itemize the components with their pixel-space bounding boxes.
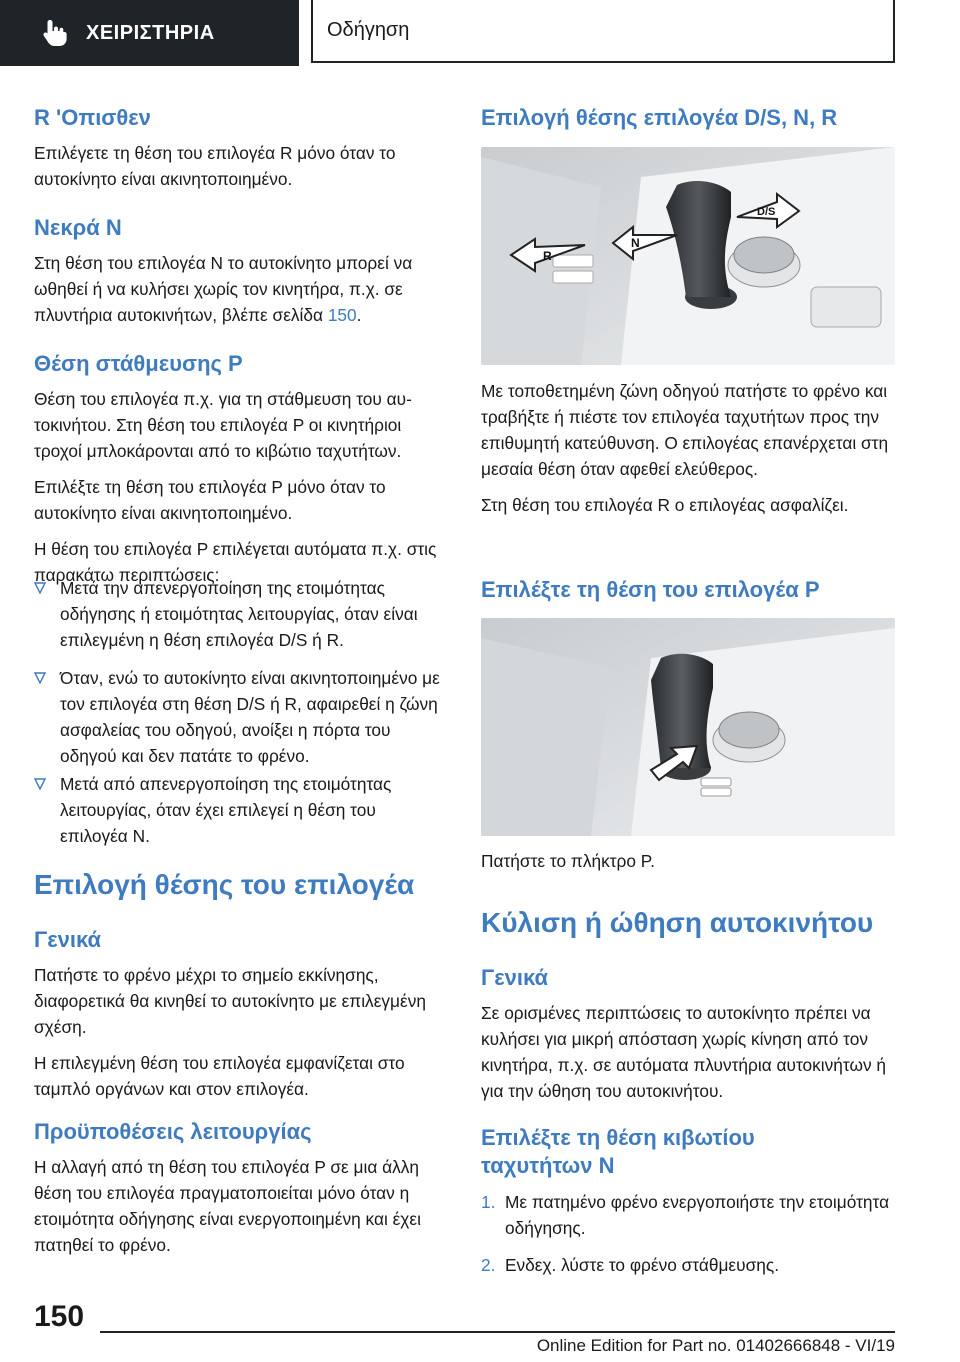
list-item: Μετά από απενεργοποίηση της ετοιμότητας λειτουργίας, όταν έχει επιλεγεί η θέση του επιλογέα N. [34,771,446,849]
reverse-heading: R 'Οπισθεν [34,105,151,130]
park-button-illustration [481,618,895,836]
page-link[interactable]: 150 [327,304,357,325]
gear-selector-illustration [481,147,895,365]
roll-general [481,964,895,1104]
triangle-bullet-icon [34,778,46,790]
dsnr-text-2: Στη θέση του επιλογέα R ο επιλογέας ασφαλίζει. [481,495,849,515]
gear-n-section [481,1124,895,1179]
select-p-heading: Επιλέξτε τη θέση του επιλογέα P [481,577,820,602]
section-label: Οδήγηση [311,0,895,63]
select-heading: Επιλογή θέσης του επιλογέα [34,869,415,900]
reverse-section [34,104,446,192]
roll-general-heading: Γενικά [481,965,549,990]
dsnr-text [481,378,895,518]
neutral-section [34,214,446,328]
gear-selector-drawing [481,147,895,365]
park-text-3: Η θέση του επιλογέα P επιλέγεται αυτόματα π.χ. στις παρακάτω περιπτώσεις: [34,538,437,585]
roll-heading: Κύλιση ή ώθηση αυτοκινήτου [481,907,874,938]
page-header [0,0,960,66]
reverse-text: Επιλέγετε τη θέση του επιλογέα R μόνο όταν το αυτοκίνητο είναι ακινητοποιημένο. [34,142,396,189]
general-text-2: Η επιλεγμένη θέση του επιλογέα εμφανίζεται στο ταμπλό οργάνων και στον επιλογέα. [34,1052,405,1099]
neutral-heading: Νεκρά N [34,215,122,240]
gear-n-heading: Επιλέξτε τη θέση κιβωτίου ταχυτήτων N [481,1125,755,1178]
list-item: 1. Με πατημένο φρένο ενεργοποιήστε την ετοιμότητα οδήγησης. [481,1189,895,1241]
park-section [34,350,446,588]
select-section [34,868,446,902]
roll-general-text: Σε ορισμένες περιπτώσεις το αυτοκίνητο πρέπει να κυλήσει για μικρή απόσταση χωρίς κίνηση από τον κινητήρα, π.χ. σε αυτόματα πλυντήρια αυτοκινήτων ή για την ώθηση του αυτοκινήτου. [481,1002,886,1101]
triangle-bullet-icon [34,582,46,594]
step-number: 1. [481,1192,496,1212]
requirements-section [34,1118,446,1258]
dsnr-heading: Επιλογή θέσης επιλογέα D/S, N, R [481,105,838,130]
list-item: Όταν, ενώ το αυτοκίνητο είναι ακινητοποιημένο με τον επιλογέα στη θέση D/S ή R, αφαιρεθεί η ζώνη ασφαλείας του οδηγού, ανοίξει η πόρτα του οδηγού και δεν πατάτε το φρένο. [34,665,446,769]
page-number: 150 [34,1300,85,1333]
neutral-text: Στη θέση του επιλογέα N το αυτοκίνητο μπορεί να ωθηθεί ή να κυλήσει χωρίς τον κινητήρα, π.χ. σε πλυντήρια αυτοκινήτων, βλέπε σελίδα 150. [34,252,413,325]
select-general [34,926,446,1102]
figure-label-r: R [543,249,552,263]
chapter-label: ΧΕΙΡΙΣΤΗΡΙΑ [86,21,215,44]
park-text-1: Θέση του επιλογέα π.χ. για τη στάθμευση του αυτοκινήτου. Στη θέση του επιλογέα P οι κινητήριοι τροχοί μπλοκάρονται από το κιβώτιο ταχυτήτων. [34,388,412,461]
triangle-bullet-icon [34,672,46,684]
footer-divider [100,1331,895,1333]
park-button-drawing [481,618,895,836]
park-text-2: Επιλέξτε τη θέση του επιλογέα P μόνο όταν το αυτοκίνητο είναι ακινητοποιημένο. [34,476,386,523]
roll-section [481,906,895,940]
dsnr-section [481,104,895,132]
list-item: Μετά την απενεργοποίηση της ετοιμότητας οδήγησης ή ετοιμότητας λειτουργίας, όταν είναι επιλεγμένη η θέση επιλογέα D/S ή R. [34,575,446,653]
requirements-heading: Προϋποθέσεις λειτουργίας [34,1119,312,1144]
figure-label-n: N [631,236,640,250]
step-number: 2. [481,1255,496,1275]
general-text-1: Πατήστε το φρένο μέχρι το σημείο εκκίνησης, διαφορετικά θα κινηθεί το αυτοκίνητο με επιλεγμένη σχέση. [34,964,426,1037]
requirements-text: Η αλλαγή από τη θέση του επιλογέα P σε μια άλλη θέση του επιλογέα πραγματοποιείται μόνο όταν η ετοιμότητα οδήγησης είναι ενεργοποιημένη και έχει πατηθεί το φρένο. [34,1156,421,1255]
chapter-tab[interactable] [0,0,299,66]
park-heading: Θέση στάθμευσης P [34,351,243,376]
general-heading: Γενικά [34,927,102,952]
select-p-text: Πατήστε το πλήκτρο P. [481,851,655,871]
edition-note: Online Edition for Part no. 01402666848 - VI/19 [536,1336,895,1355]
dsnr-text-1: Με τοποθετημένη ζώνη οδηγού πατήστε το φρένο και τραβήξτε ή πιέστε τον επιλογέα ταχυτήτων προς την επιθυμητή κατεύθυνση. Ο επιλογέας επανέρχεται στη μεσαία θέση όταν αφεθεί ελεύθερος. [481,381,889,479]
select-p-section [481,576,895,604]
hand-pointer-icon [38,16,72,50]
list-item: 2. Ενδεχ. λύστε το φρένο στάθμευσης. [481,1252,895,1278]
figure-label-ds: D/S [757,206,776,218]
